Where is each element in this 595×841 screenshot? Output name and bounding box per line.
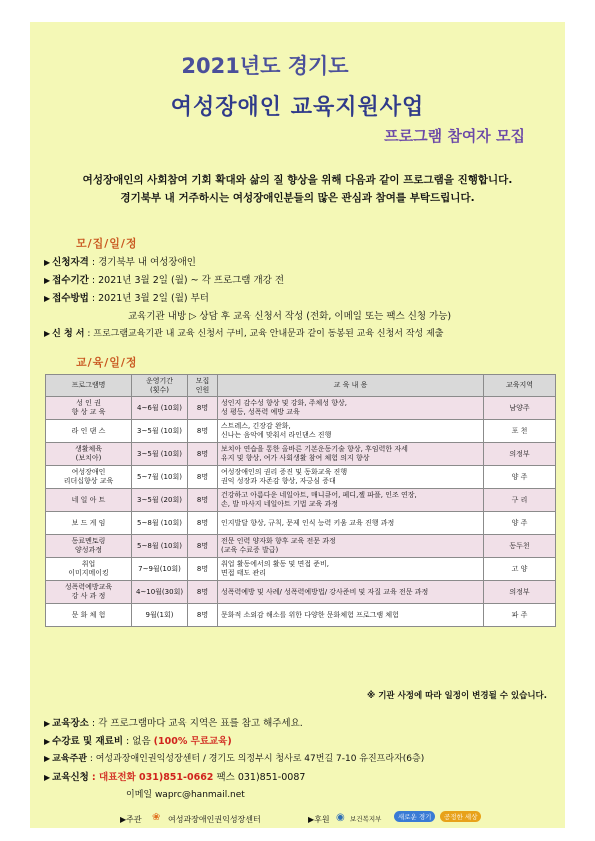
recruit-period: ▶ 접수기간 : 2021년 3월 2일 (월) ~ 각 프로그램 개강 전 [44, 275, 285, 286]
col-capacity: 모집 인원 [188, 375, 218, 397]
schedule-change-note: ※ 기관 사정에 따라 일정이 변경될 수 있습니다. [366, 691, 547, 701]
organizer-logo-icon: ❀ [152, 812, 161, 823]
table-row: 라 인 댄 스 3~5월 (10회) 8명 스트레스, 긴장감 완화, 신나는 음악에 맞춰서 라인댄스 진행 포 천 [46, 420, 556, 443]
sponsor-name: 보건복지부 [350, 815, 382, 823]
education-section-title: 교/육/일/정 [76, 356, 138, 369]
gyeonggi-badges [392, 811, 481, 822]
organizer-label: ▶주관 [120, 815, 142, 824]
year-title: 2021년도 경기도 [181, 54, 349, 78]
table-row: 네 일 아 트 3~5월 (20회) 8명 건강하고 아름다운 네일아트, 매니큐어, 페디,젤 파플, 인조 연장, 손, 발 마사지 네일아트 기법 교육 과정 구 리 [46, 489, 556, 512]
intro-line-2: 경기북부 내 거주하시는 여성장애인분들의 많은 관심과 참여를 부탁드립니다. [120, 192, 475, 204]
recruit-qualification: ▶ 신청자격 : 경기북부 내 여성장애인 [44, 257, 196, 268]
sponsor-label: ▶후원 [308, 815, 330, 824]
badge-fair-world: 공정한 세상 [440, 811, 481, 822]
triangle-right-icon: ▶ [44, 258, 51, 267]
table-row: 보 드 게 임 5~8월 (10회) 8명 인지발달 향상, 규칙, 문제 인식 능력 키움 교육 진행 과정 양 주 [46, 512, 556, 535]
table-row: 여성장애인 리더십향상 교육 5~7월 (10회) 8명 여성장애인의 권리 증진 및 동화교육 진행 권익 성장과 자존감 향상, 자긍심 증대 양 주 [46, 466, 556, 489]
flyer-page [30, 22, 565, 828]
triangle-right-icon: ▶ [44, 329, 51, 338]
table-row: 성 인 권 향 상 교 육 4~6월 (10회) 8명 성인지 감수성 향상 및 강화, 주체성 향상, 성 평등, 성폭력 예방 교육 남양주 [46, 397, 556, 420]
col-program-name: 프로그램명 [46, 375, 132, 397]
triangle-right-icon: ▶ [44, 737, 51, 746]
recruit-application-form: ▶ 신 청 서 : 프로그램교육기관 내 교육 신청서 구비, 교육 안내문과 같이 동봉된 교육 신청서 작성 제출 [44, 329, 444, 339]
recruit-method: ▶ 접수방법 : 2021년 3월 2일 (월) 부터 [44, 293, 209, 304]
table-row: 취업 이미지메이킹 7~9월(10회) 8명 취업 활동에서의 활동 및 면접 준비, 면접 태도 관리 고 양 [46, 558, 556, 581]
education-schedule-table [45, 374, 556, 627]
col-region: 교육지역 [484, 375, 556, 397]
triangle-right-icon: ▶ [44, 719, 51, 728]
triangle-right-icon: ▶ [44, 754, 51, 763]
info-apply: ▶ 교육신청 : 대표전화 031)851-0662 팩스 031)851-0087 [44, 772, 306, 783]
organizer-name: 여성과장애인권익성장센터 [168, 815, 261, 824]
table-row: 문 화 체 험 9월(1회) 8명 문화적 소외감 해소를 위한 다양한 문화체험 프로그램 체험 파 주 [46, 604, 556, 627]
triangle-right-icon: ▶ [44, 773, 51, 782]
ministry-logo-icon: ◉ [336, 812, 345, 823]
triangle-right-icon: ▶ [44, 294, 51, 303]
recruit-subtitle: 프로그램 참여자 모집 [384, 127, 525, 145]
info-place: ▶ 교육장소 : 각 프로그램마다 교육 지역은 표를 참고 해주세요. [44, 718, 303, 729]
table-row: 동료멘토링 양성과정 5~8월 (10회) 8명 전문 인력 양자화 향후 교육 전문 과정 (교육 수료증 발급) 동두천 [46, 535, 556, 558]
table-header-row [46, 375, 556, 397]
recruit-section-title: 모/집/일/정 [76, 237, 138, 250]
project-title: 여성장애인 교육지원사업 [170, 95, 425, 120]
badge-new-gyeonggi: 새로운 경기 [394, 811, 435, 822]
intro-line-1: 여성장애인의 사회참여 기회 확대와 삶의 질 향상을 위해 다음과 같이 프로그램을 진행합니다. [82, 174, 513, 186]
recruit-method-detail: 교육기관 내방 ▷ 상담 후 교육 신청서 작성 (전화, 이메일 또는 팩스 신청 가능) [128, 311, 452, 322]
triangle-right-icon: ▶ [44, 276, 51, 285]
table-row: 생활체육 (보치아) 3~5월 (10회) 8명 보치아 연습을 통한 올바른 기본운동기술 향상, 후임력한 자세 유지 및 향상, 여가 사회생활 참여 체험 의지 향상 의정부 [46, 443, 556, 466]
table-row: 성폭력예방교육 강 사 과 정 4~10월(30회) 8명 성폭력예방 및 사례/ 성폭력예방법/ 강사준비 및 자질 교육 전문 과정 의정부 [46, 581, 556, 604]
col-content: 교 육 내 용 [218, 375, 484, 397]
info-email: 이메일 waprc@hanmail.net [126, 790, 245, 800]
info-fee: ▶ 수강료 및 재료비 : 없음 (100% 무료교육) [44, 736, 232, 747]
info-host: ▶ 교육주관 : 여성과장애인권익성장센터 / 경기도 의정부시 청사로 47번길 7-10 유진프라자(6층) [44, 754, 425, 764]
col-period: 운영기간 (횟수) [132, 375, 188, 397]
